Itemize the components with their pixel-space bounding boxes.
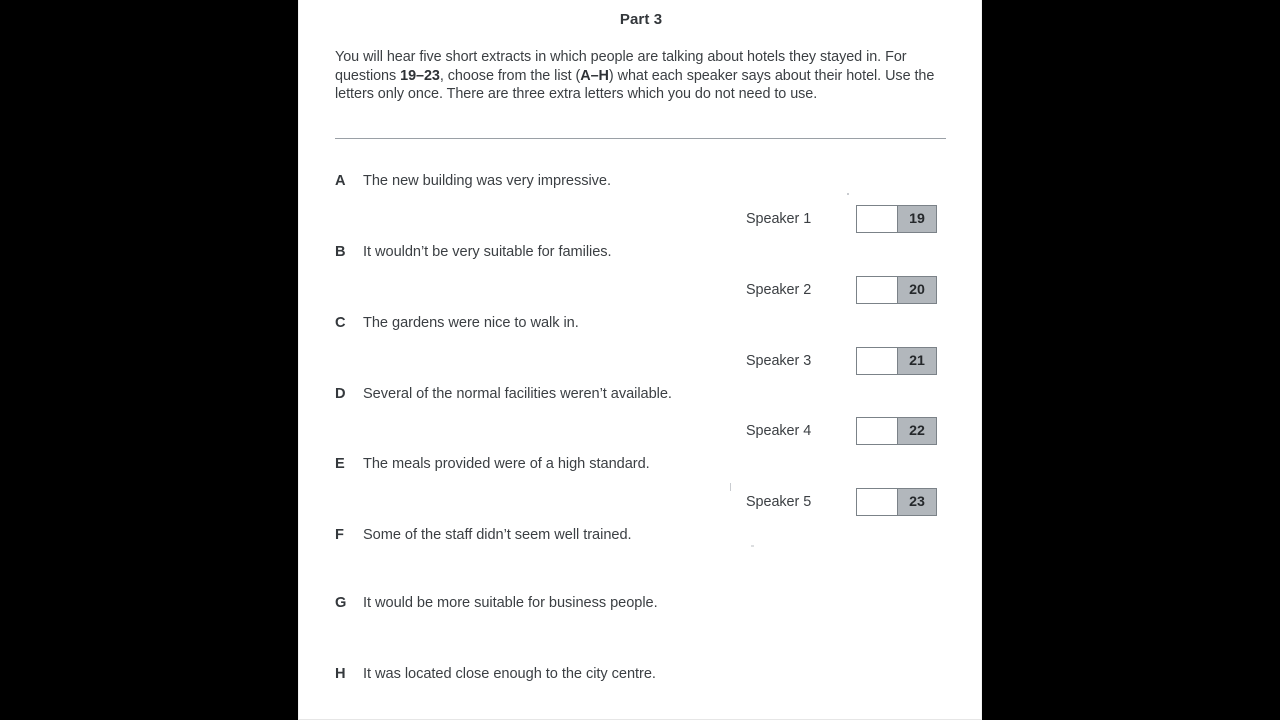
horizontal-rule: [335, 138, 946, 139]
option-text: The gardens were nice to walk in.: [363, 315, 579, 331]
option-item-a[interactable]: [335, 173, 611, 193]
option-letter: G: [335, 595, 347, 611]
option-item-h[interactable]: [335, 666, 656, 686]
answer-input-20[interactable]: [857, 277, 897, 303]
speaker-row-3: [746, 346, 937, 376]
answer-input-21[interactable]: [857, 348, 897, 374]
exam-page: [298, 0, 982, 720]
option-text: It wouldn’t be very suitable for families.: [363, 244, 612, 260]
option-item-e[interactable]: [335, 456, 650, 476]
answer-box[interactable]: [856, 205, 937, 233]
scan-artifact: [847, 193, 849, 195]
speaker-label: Speaker 5: [746, 494, 812, 510]
speaker-label: Speaker 1: [746, 211, 812, 227]
speaker-row-5: [746, 487, 937, 517]
option-text: The new building was very impressive.: [363, 173, 611, 189]
answer-input-22[interactable]: [857, 418, 897, 444]
answer-input-23[interactable]: [857, 489, 897, 515]
answer-box[interactable]: [856, 488, 937, 516]
question-number: 22: [897, 418, 936, 444]
option-text: The meals provided were of a high standard.: [363, 456, 650, 472]
scan-artifact: [751, 545, 754, 547]
question-number: 21: [897, 348, 936, 374]
answer-box[interactable]: [856, 347, 937, 375]
answer-box[interactable]: [856, 276, 937, 304]
speaker-label: Speaker 2: [746, 282, 812, 298]
option-letter: H: [335, 666, 346, 682]
answer-input-19[interactable]: [857, 206, 897, 232]
option-letter: B: [335, 244, 346, 260]
option-text: It would be more suitable for business people.: [363, 595, 658, 611]
option-letter: D: [335, 386, 346, 402]
question-number: 20: [897, 277, 936, 303]
letterbox-right: [982, 0, 1280, 720]
option-letter: E: [335, 456, 345, 472]
instructions-paragraph: You will hear five short extracts in which people are talking about hotels they stayed in. For questions 19–23, choose from the list (A–H) what each speaker says about their hotel. Use the letters only once. There are three extra letters which you do not need to use.: [335, 49, 935, 103]
option-letter: F: [335, 527, 344, 543]
option-item-g[interactable]: [335, 595, 658, 615]
page-title: Part 3: [619, 11, 663, 28]
answer-box[interactable]: [856, 417, 937, 445]
option-letter: C: [335, 315, 346, 331]
speaker-label: Speaker 4: [746, 423, 812, 439]
speaker-label: Speaker 3: [746, 353, 812, 369]
option-item-c[interactable]: [335, 315, 579, 335]
letterbox-left: [0, 0, 298, 720]
speaker-row-1: [746, 204, 937, 234]
speaker-row-4: [746, 416, 937, 446]
scan-artifact: [730, 483, 731, 491]
option-item-d[interactable]: [335, 386, 672, 406]
question-number: 23: [897, 489, 936, 515]
option-text: It was located close enough to the city centre.: [363, 666, 656, 682]
option-item-f[interactable]: [335, 527, 632, 547]
question-number: 19: [897, 206, 936, 232]
option-text: Some of the staff didn’t seem well trained.: [363, 527, 632, 543]
speaker-row-2: [746, 275, 937, 305]
option-letter: A: [335, 173, 346, 189]
option-text: Several of the normal facilities weren’t available.: [363, 386, 672, 402]
option-item-b[interactable]: [335, 244, 612, 264]
